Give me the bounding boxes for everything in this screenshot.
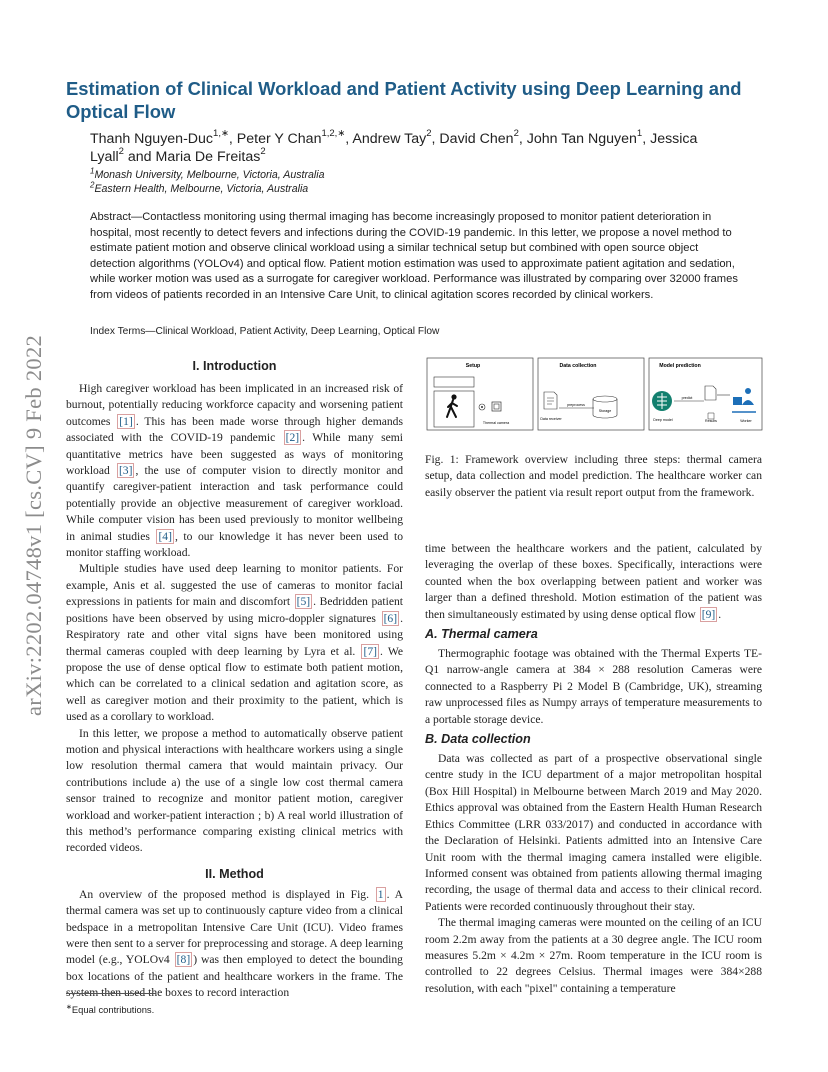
paragraph: The thermal imaging cameras were mounted on the ceiling of an ICU room 2.2m away from the patients at a 30 degree angle. The ICU room measures 5.2m × 4.2m × 27m. Room temperature in the ICU room is controlled to 22 degrees Celsius. Thermal images were 384×288 resolution, with each "pixel" containing a temperature — [425, 916, 762, 995]
author-affiliation-mark: 1,∗ — [213, 128, 229, 140]
author-name: Thanh Nguyen-Duc — [90, 131, 214, 147]
citation-link[interactable]: [7] — [363, 644, 377, 658]
data-collection-panel-title: Data collection — [559, 363, 597, 369]
figure-caption: Fig. 1: Framework overview including three steps: thermal camera setup, data collection and model prediction. The healthcare worker can easily observer the patient via result report output from the framework. — [425, 453, 762, 499]
storage-label: Storage — [598, 409, 612, 413]
affiliation-2 — [90, 180, 690, 196]
worker-label: Worker — [740, 419, 752, 423]
thermal-camera-icon — [492, 402, 501, 411]
author-name: Lyall — [90, 149, 119, 165]
citation-link[interactable]: [6] — [383, 611, 398, 625]
affiliation-text: Eastern Health, Melbourne, Victoria, Australia — [94, 183, 309, 195]
figure-reference-link[interactable]: 1 — [377, 887, 384, 901]
model-prediction-panel-title: Model prediction — [659, 363, 701, 369]
setup-panel-title: Setup — [465, 363, 481, 369]
deep-model-label: Deep model — [653, 418, 673, 422]
right-column — [425, 541, 762, 997]
author-affiliation-mark: 1,2,∗ — [321, 128, 346, 140]
footnote-text: Equal contributions. — [71, 1004, 155, 1016]
author-affiliation-mark: 1 — [636, 128, 643, 140]
paragraph-text: . Respiratory rate and other vital signs have been monitored using thermal cameras coupled with deep learning by Lyra et al. — [66, 611, 403, 658]
paragraph-text: . We propose the use of dense optical flow to estimate both patient motion, which can be correlated to a clinical sedation and agitation score, as well as caregiver motion and their proximity to the patient, which is used as a corollary to workload. — [66, 644, 403, 724]
author-name: and Maria De Freitas — [123, 149, 261, 165]
author-affiliation-mark: 2 — [426, 128, 432, 140]
citation-link[interactable]: [5] — [296, 595, 311, 609]
paper-title: Estimation of Clinical Workload and Patient Activity using Deep Learning and Optical Flow — [66, 78, 742, 122]
arxiv-identifier: arXiv:2202.04748v1 [cs.CV] 9 Feb 2022 — [21, 334, 46, 716]
paragraph-text: , to our knowledge it has never been used to monitor staffing workload. — [66, 529, 403, 560]
paragraph — [66, 561, 403, 725]
paragraph-text: An overview of the proposed method is displayed in Fig. — [79, 887, 375, 901]
paragraph-text: ) was then employed to detect the bounding box locations of the patient and healthcare workers in the frame. The system then used the boxes to record interaction — [66, 953, 403, 1000]
author-affiliation-mark: 2 — [513, 128, 519, 140]
paragraph: Data was collected as part of a prospective observational single centre study in the ICU department of a major metropolitan hospital (Box Hill Hospital) in Melbourne between March 2019 and May 2020. Ethics approval was obtained from the Eastern Health Human Research Ethics Committee (LRR 033/2017) and conducted in accordance with the Declaration of Helsinki. Patients admitted into an Intensive Care Unit room with the thermal imaging camera installed were eligible. Informed consent was obtained from patients allowing thermal imaging recording, the usage of thermal data and access to their clinical record. Patients were recorded continuously throughout their stay. — [425, 752, 762, 913]
paragraph-text: . — [718, 607, 722, 621]
data-receiver-icon — [544, 392, 557, 409]
paragraph-text: . A thermal camera was set up to continuously capture video from a clinical bedspace in a metropolitan Intensive Care Unit (ICU). Video frames were then sent to a server for preprocessing and storage. A deep learning model (e.g., YOLOv4 — [66, 887, 403, 967]
affiliation-text: Monash University, Melbourne, Victoria, Australia — [94, 169, 325, 181]
paragraph-text: . Bedridden patient positions have been observed by using micro-doppler signatures — [66, 595, 403, 625]
paragraph-text: High caregiver workload has been implicated in an increased risk of burnout, potentially reducing workforce capacity and worsening patient outcomes — [66, 382, 403, 428]
paragraph — [425, 541, 762, 623]
citation-link[interactable]: [9] — [701, 607, 716, 621]
framework-figure — [426, 357, 764, 443]
citation-link[interactable]: [2] — [285, 431, 300, 445]
citation-link[interactable]: [1] — [119, 414, 133, 428]
thermal-camera-label: Thermal camera — [482, 421, 510, 425]
paragraph-text: . While many semi quantitative metrics have been suggested as ways of monitoring workload — [66, 431, 403, 478]
paragraph-text: . This has been made worse through higher demands associated with the COVID-19 pandemic — [66, 414, 403, 445]
citation-link[interactable]: [3] — [118, 464, 133, 478]
paragraph-text: Multiple studies have used deep learning to monitor patients. For example, Anis et al. suggested the use of cameras to monitor facial expressions in patients for main and discomfort — [66, 562, 403, 609]
deep-model-brain-icon — [652, 391, 672, 411]
abstract: Abstract—Contactless monitoring using thermal imaging has become increasingly proposed to monitor patient deterioration in hospital, most recently to detect fevers and infections during the COVID-19 pandemic. In this letter, we propose a novel method to estimate patient motion and observe clinical workload using a similar technical setup but combined with open source object detection algorithms (YOLOv4) and optical flow. Patient motion estimation was used to approximate patient agitation and sedation, while worker motion was used as a surrogate for caregiver workload. Performance was illustrated by comparing over 32000 frames from videos of patients recorded in an Intensive Care Unit, to clinical agitation scores recorded by clinical workers. — [90, 211, 738, 301]
footnote — [66, 1002, 396, 1016]
author-list — [90, 130, 760, 166]
author-name: , Andrew Tay — [345, 131, 427, 147]
paragraph — [66, 887, 403, 1002]
footnote-divider — [66, 993, 156, 994]
affiliation-mark: 1 — [90, 166, 95, 176]
storage-icon — [593, 396, 617, 418]
paragraph-text: time between the healthcare workers and the patient, calculated by leveraging the overlap of these boxes. Specifically, interactions were counted when the box overlapping between patient and worker was larger than a defined threshold. Motion estimation of the patient was then simultaneously estimated by using dense optical flow — [425, 542, 762, 621]
predict-label: predict — [681, 396, 693, 400]
author-name: , David Chen — [431, 131, 514, 147]
paragraph — [66, 381, 403, 561]
section-heading-introduction: I. Introduction — [192, 359, 277, 373]
preprocess-label: preprocess — [567, 403, 585, 407]
subsection-heading-thermal-camera: A. Thermal camera — [425, 627, 538, 642]
author-affiliation-mark: 2 — [260, 146, 266, 158]
left-column — [66, 359, 403, 1002]
index-terms: Index Terms—Clinical Workload, Patient Activity, Deep Learning, Optical Flow — [90, 326, 440, 337]
author-affiliation-mark: 2 — [118, 146, 124, 158]
walking-person-icon — [447, 394, 457, 417]
paragraph: In this letter, we propose a method to automatically observe patient motion and physical interactions with healthcare workers using a single low resolution thermal camera that would maintain privacy. Our contributions include a) the use of a single low cost thermal camera sensor trained to recognize and monitor patient motion, caregiver workload and worker-patient interaction ; b) A real world illustration of this method’s performance comparing existing clinical metrics with recorded videos. — [66, 726, 403, 855]
patient-bed-icon — [434, 377, 474, 427]
worker-at-desk-icon — [732, 388, 756, 412]
section-heading-method: II. Method — [205, 866, 264, 881]
affiliation-mark: 2 — [90, 180, 95, 190]
paragraph: Thermographic footage was obtained with the Thermal Experts TE-Q1 narrow-angle camera at 384 × 288 resolution Cameras were connected to a Raspberry Pi 2 Model B (Cambridge, UK), streaming raw unprocessed files as Numpy arrays of temperature measurements to a portable storage device. — [425, 647, 762, 726]
citation-link[interactable]: [8] — [176, 953, 191, 967]
affiliation-1 — [90, 166, 690, 182]
paragraph-text: , the use of computer vision to directly monitor and quantify caregiver-patient interaction and task performance could potentially provide an objective measurement of caregiver workload. While computer vision has been used previously to monitor wellbeing in animal studies — [66, 464, 403, 543]
author-name: , John Tan Nguyen — [518, 131, 637, 147]
author-name: , Jessica — [642, 131, 698, 147]
results-label: Results — [705, 419, 717, 423]
framework-diagram — [426, 357, 764, 443]
results-document-icon — [705, 386, 716, 419]
connector-icon — [479, 404, 485, 410]
author-name: , Peter Y Chan — [228, 131, 322, 147]
footnote-mark: ∗ — [66, 1004, 72, 1011]
data-receiver-label: Data receiver — [540, 417, 562, 421]
citation-link[interactable]: [4] — [158, 529, 172, 543]
subsection-heading-data-collection: B. Data collection — [425, 732, 531, 747]
